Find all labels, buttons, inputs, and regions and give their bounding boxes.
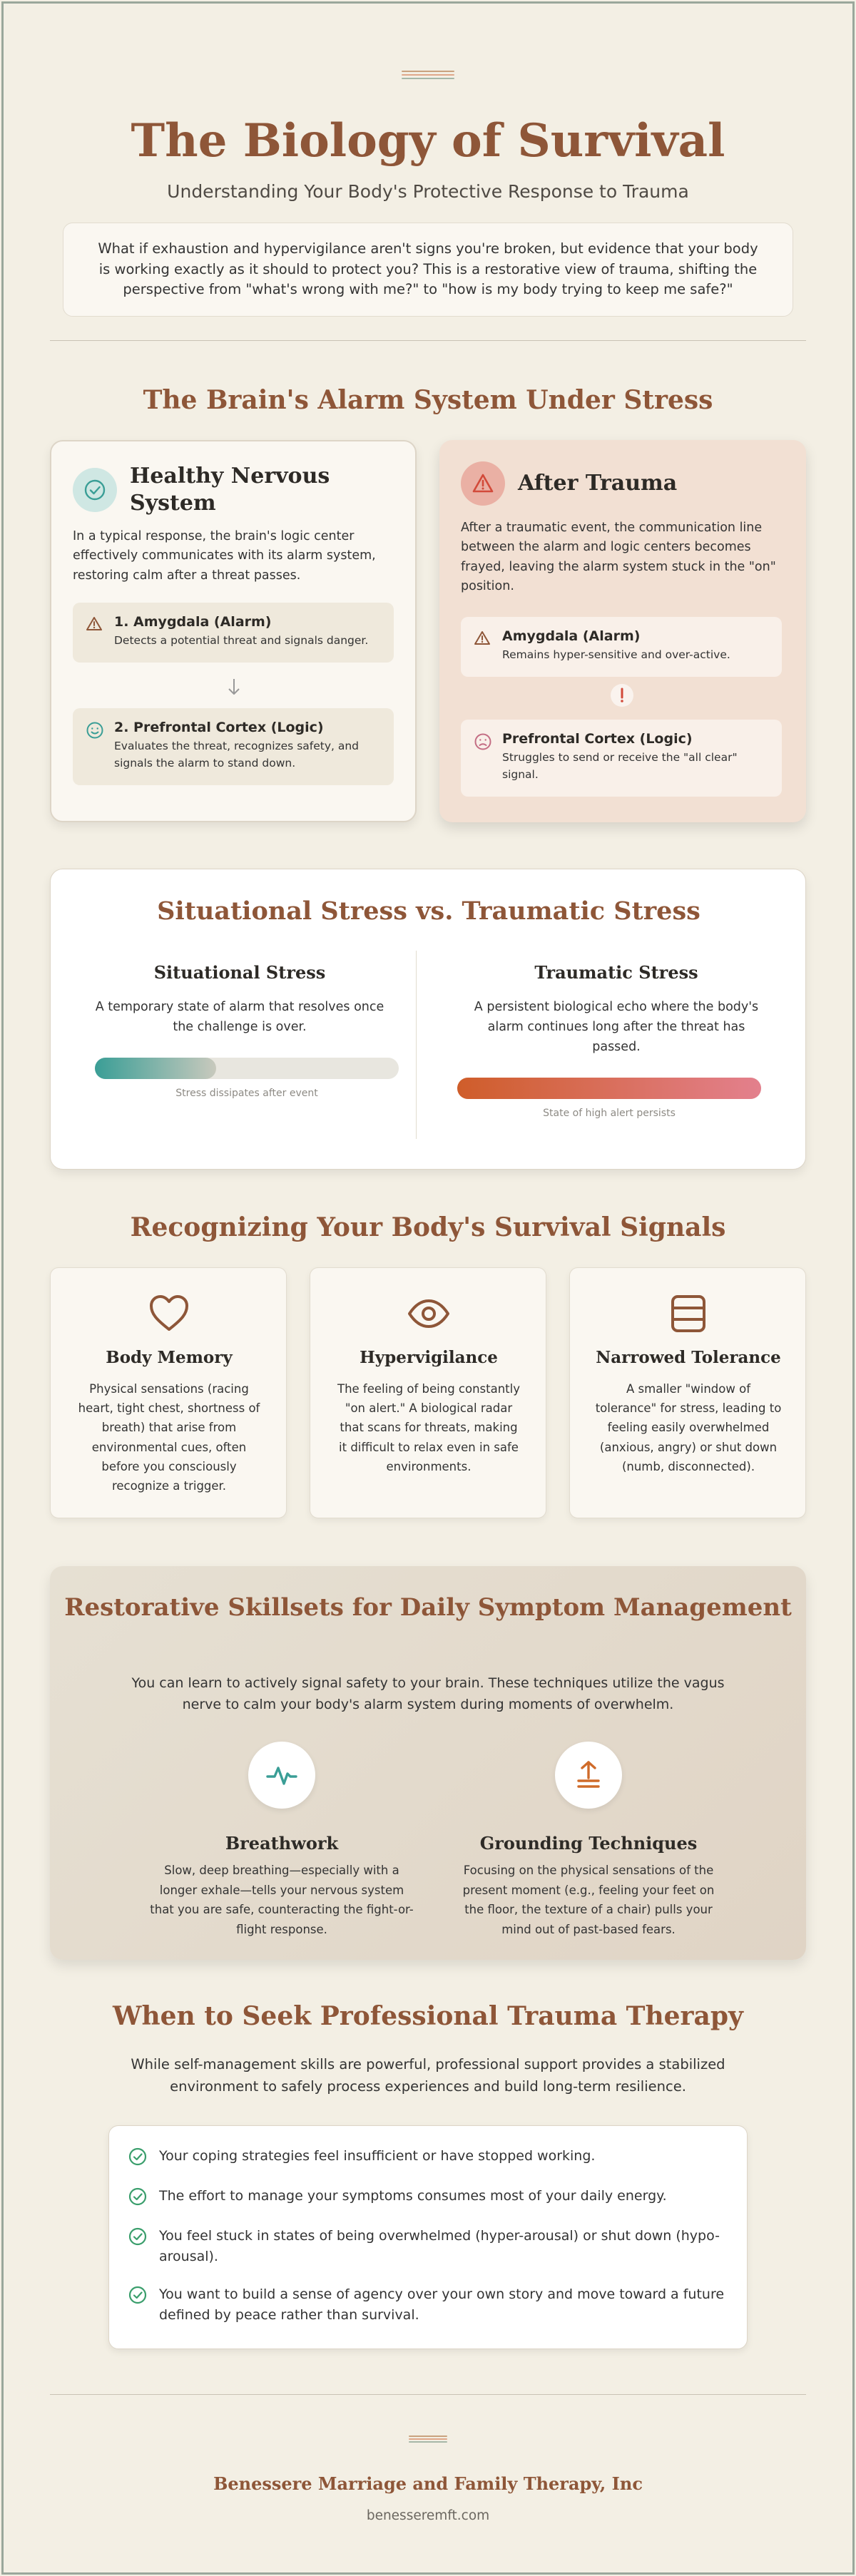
check-icon [128, 2227, 149, 2266]
step-description: Struggles to send or receive the "all clear" signal. [502, 751, 738, 782]
skill-title: Grounding Techniques [479, 1833, 698, 1854]
step-amygdala [73, 603, 394, 663]
step-description: Remains hyper-sensitive and over-active. [502, 648, 730, 661]
signal-card-narrowed-tolerance [569, 1267, 806, 1518]
check-icon [128, 2147, 149, 2169]
card-description: In a typical response, the brain's logic center effectively communicates with its alarm system, restoring calm after a threat passes. [73, 529, 376, 583]
intro-box [63, 223, 793, 317]
step-amygdala [461, 617, 782, 677]
situational-stress-bar [95, 1058, 399, 1079]
step-title: 1. Amygdala (Alarm) [114, 614, 272, 630]
skill-description: Focusing on the physical sensations of the present moment (e.g., feeling your feet on the floor, the texture of a chair) pulls your mind out of past-based fears. [462, 1864, 715, 1937]
list-item-text: You want to build a sense of agency over your own story and move toward a future defined by peace rather than survival. [159, 2286, 725, 2323]
skill-grounding [453, 1742, 724, 1940]
signal-description: The feeling of being constantly "on alert." A biological radar that scans for threats, making it difficult to relax even in safe environments. [337, 1382, 520, 1473]
card-after-trauma [439, 440, 806, 822]
step-title: Amygdala (Alarm) [502, 628, 641, 644]
column-description: A temporary state of alarm that resolves once the challenge is over. [95, 1000, 384, 1034]
section-title-alarm: The Brain's Alarm System Under Stress [143, 385, 713, 415]
step-description: Evaluates the threat, recognizes safety, and signals the alarm to stand down. [114, 740, 360, 770]
skills-panel [50, 1566, 806, 1960]
stress-comparison-card [50, 869, 806, 1170]
page-subtitle: Understanding Your Body's Protective Response to Trauma [167, 181, 689, 202]
brand-logo-bottom [409, 2434, 447, 2445]
warning-triangle-icon [474, 630, 492, 677]
skill-breathwork [146, 1742, 417, 1940]
signal-description: Physical sensations (racing heart, tight chest, shortness of breath) that arise from environmental cues, often before you consciously recognize a trigger. [78, 1382, 260, 1493]
signal-title: Narrowed Tolerance [596, 1348, 781, 1367]
step-description: Detects a potential threat and signals danger. [114, 634, 369, 647]
list-item [128, 2226, 727, 2266]
organization-name: Benessere Marriage and Family Therapy, Inc [213, 2473, 643, 2494]
signal-title: Body Memory [106, 1348, 233, 1367]
step-title: Prefrontal Cortex (Logic) [502, 731, 693, 747]
traumatic-stress-fill [457, 1078, 761, 1099]
section-title-signals: Recognizing Your Body's Survival Signals [130, 1212, 726, 1242]
card-description: After a traumatic event, the communication line between the alarm and logic centers becomes frayed, leaving the alarm system stuck in the "on" position. [461, 521, 776, 594]
list-item [128, 2186, 727, 2209]
arrow-down-icon [227, 677, 241, 700]
warning-triangle-icon [86, 615, 104, 663]
signal-description: A smaller "window of tolerance" for stress, leading to feeling easily overwhelmed (anxious, angry) or shut down (numb, disconnected). [595, 1382, 782, 1473]
card-title: After Trauma [518, 471, 678, 496]
signal-title: Hypervigilance [360, 1348, 498, 1367]
signal-card-body-memory [50, 1267, 287, 1518]
eye-icon [407, 1292, 450, 1335]
divider-top [50, 340, 806, 341]
list-item [128, 2284, 727, 2325]
check-icon [128, 2187, 149, 2209]
step-prefrontal-cortex [73, 708, 394, 785]
list-item-text: Your coping strategies feel insufficient or have stopped working. [159, 2148, 596, 2164]
section-title-professional: When to Seek Professional Trauma Therapy [113, 2001, 743, 2031]
alert-triangle-icon [461, 461, 505, 506]
card-title: Healthy Nervous System [130, 464, 330, 516]
skill-title: Breathwork [225, 1833, 339, 1854]
list-item-text: You feel stuck in states of being overwhelmed (hyper-arousal) or shut down (hypo-arousal). [159, 2228, 720, 2264]
column-title: Situational Stress [153, 962, 326, 983]
column-title: Traumatic Stress [534, 962, 698, 983]
list-item [128, 2146, 727, 2169]
situational-stress-caption: Stress dissipates after event [175, 1088, 318, 1099]
disconnect-exclamation-icon [611, 684, 633, 707]
divider-bottom [50, 2394, 806, 2395]
situational-stress-column [86, 962, 393, 1037]
traumatic-stress-caption: State of high alert persists [543, 1108, 676, 1119]
section-title-stress: Situational Stress vs. Traumatic Stress [157, 896, 700, 926]
window-icon [667, 1292, 710, 1335]
section-title-skills: Restorative Skillsets for Daily Symptom Management [64, 1593, 792, 1622]
list-item-text: The effort to manage your symptoms consumes most of your daily energy. [159, 2188, 667, 2204]
professional-checklist [108, 2125, 748, 2349]
step-prefrontal-cortex [461, 720, 782, 797]
card-healthy-nervous-system [50, 440, 417, 822]
traumatic-stress-column [463, 962, 770, 1057]
grounding-icon [555, 1742, 622, 1809]
check-icon [128, 2285, 149, 2325]
signal-card-hypervigilance [310, 1267, 546, 1518]
heart-icon [148, 1292, 190, 1335]
intro-text: What if exhaustion and hypervigilance aren't signs you're broken, but evidence that your body is working exactly as it should to protect you? This is a restorative view of trauma, shifting the perspective from "what's wrong with me?" to "how is my body trying to keep me safe?" [98, 240, 758, 298]
pulse-icon [248, 1742, 315, 1809]
website-link[interactable]: benesseremft.com [366, 2508, 490, 2523]
step-title: 2. Prefrontal Cortex (Logic) [114, 720, 324, 735]
traumatic-stress-bar [457, 1078, 761, 1099]
column-description: A persistent biological echo where the body's alarm continues long after the threat has passed. [474, 1000, 759, 1054]
skills-description: You can learn to actively signal safety to your brain. These techniques utilize the vagus nerve to calm your body's alarm system during moments of overwhelm. [131, 1675, 725, 1712]
smile-icon [86, 721, 104, 785]
column-divider [416, 951, 417, 1139]
check-circle-icon [73, 468, 117, 512]
page-title: The Biology of Survival [131, 114, 725, 168]
professional-description: While self-management skills are powerful, professional support provides a stabilized environment to safely process experiences and build long-term resilience. [131, 2056, 725, 2095]
brand-logo-top [402, 68, 454, 84]
frown-icon [474, 732, 492, 797]
skill-description: Slow, deep breathing—especially with a longer exhale—tells your nervous system that you are safe, counteracting the fight-or-flight response. [150, 1864, 414, 1937]
situational-stress-fill [95, 1058, 216, 1079]
